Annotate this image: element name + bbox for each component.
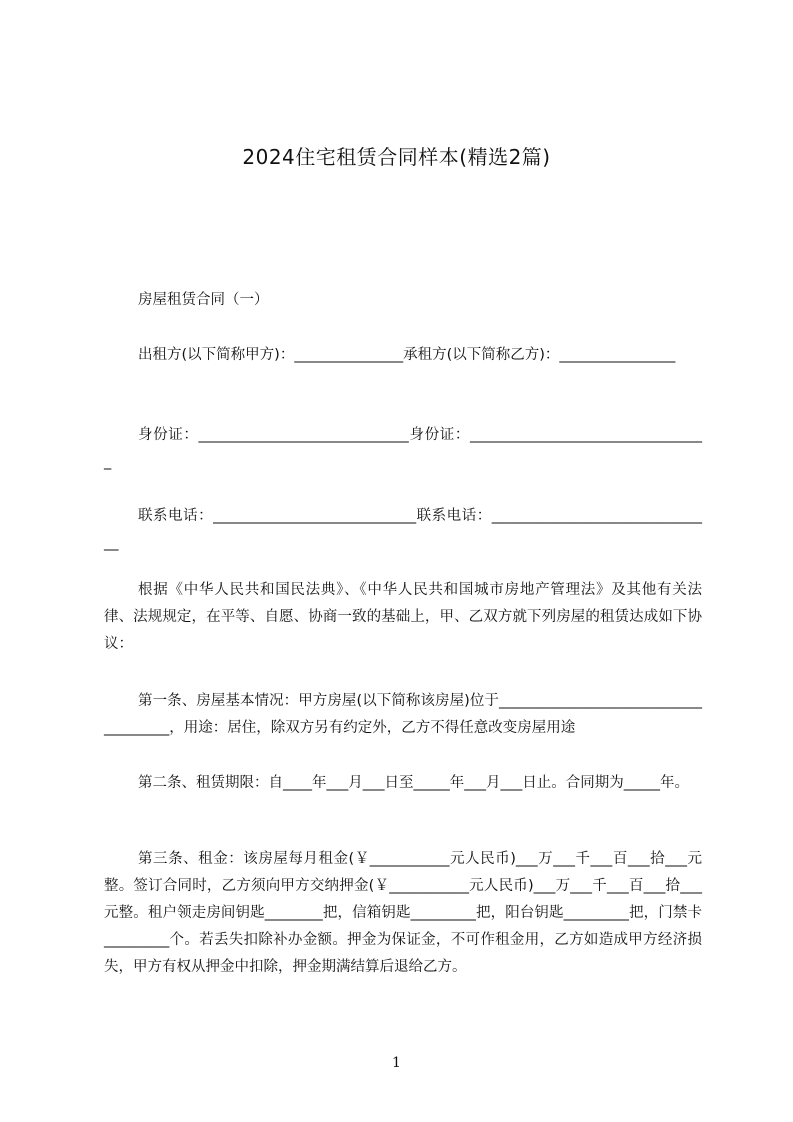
parties-line: 出租方(以下简称甲方)：_______________承租方(以下简称乙方)：________________ xyxy=(138,347,676,363)
page-number: 1 xyxy=(392,1055,401,1071)
section-heading: 房屋租赁合同（一） xyxy=(138,292,269,308)
phone-line: 联系电话：____________________________联系电话：_______________________________ xyxy=(104,508,702,551)
preamble-paragraph: 根据《中华人民共和国民法典》、《中华人民共和国城市房地产管理法》及其他有关法律、法规规定，在平等、自愿、协商一致的基础上，甲、乙双方就下列房屋的租赁达成如下协议： xyxy=(104,582,702,652)
article-3-paragraph: 第三条、租金：该房屋每月租金(￥___________元人民币)___万___千___百___拾___元整。签订合同时，乙方须向甲方交纳押金(￥___________元人民币)___万___千___百___拾___元整。租户领走房间钥匙________把，信箱钥匙_________把，阳台钥匙_________把，门禁卡_________个。若丢失扣除补办金额。押金为保证金，不可作租金用，乙方如造成甲方经济损失，甲方有权从押金中扣除，押金期满结算后退给乙方。 xyxy=(104,851,702,975)
id-card-line: 身份证：_____________________________身份证：_________________________________ xyxy=(104,427,702,470)
document-title: 2024住宅租赁合同样本(精选2篇) xyxy=(242,145,551,169)
article-1-paragraph: 第一条、房屋基本情况：甲方房屋(以下简称该房屋)位于_____________________________________，用途：居住，除双方另有约定外，乙方不得任意改变房屋用途 xyxy=(104,693,702,736)
article-2-paragraph: 第二条、租赁期限：自____年___月___日至_____年___月___日止。合同期为_____年。 xyxy=(138,775,689,791)
